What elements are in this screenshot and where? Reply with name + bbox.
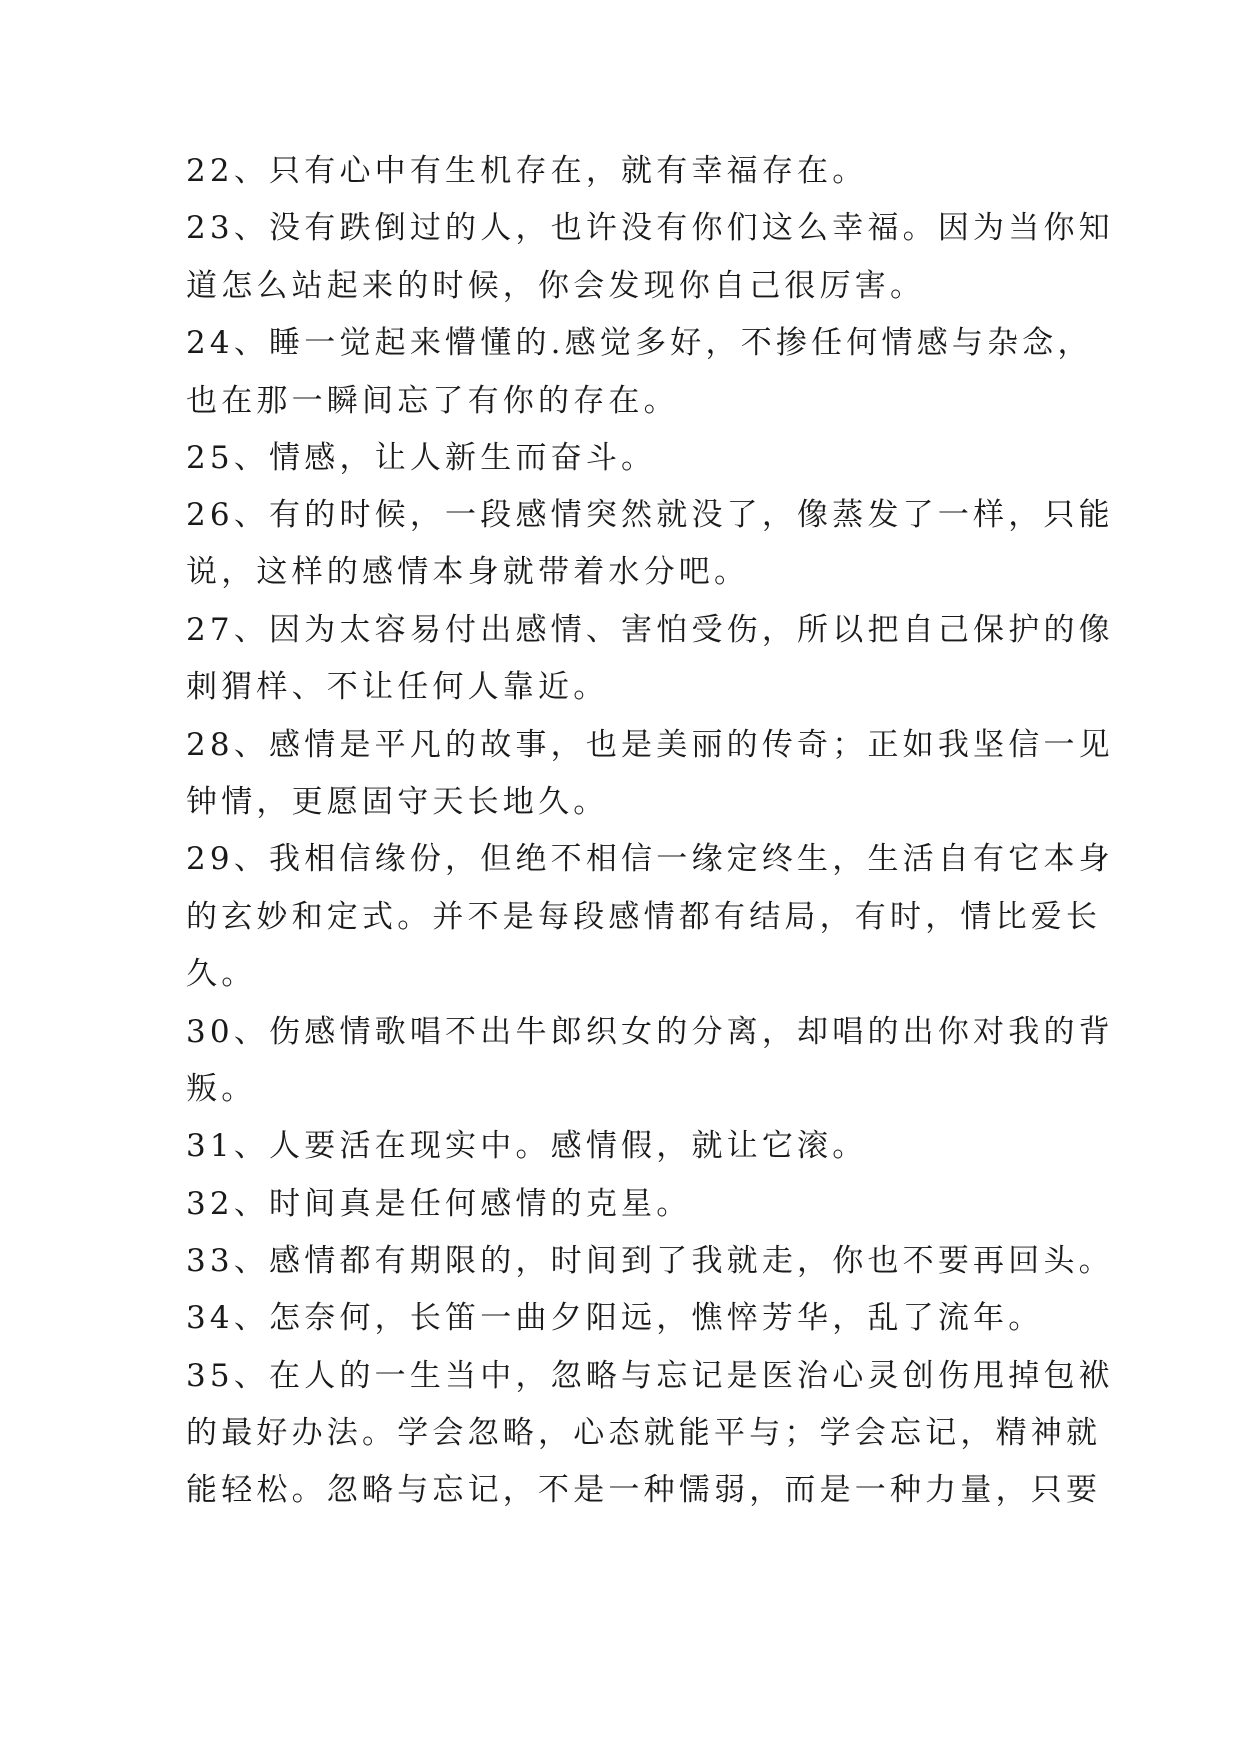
text-line: 34、怎奈何，长笛一曲夕阳远，憔悴芳华，乱了流年。 [186, 1300, 1044, 1336]
text-line: 32、时间真是任何感情的克星。 [186, 1186, 692, 1222]
text-line: 22、只有心中有生机存在，就有幸福存在。 [186, 153, 868, 189]
text-line: 28、感情是平凡的故事，也是美丽的传奇；正如我坚信一见 [186, 727, 1114, 763]
text-line: 27、因为太容易付出感情、害怕受伤，所以把自己保护的像 [186, 612, 1114, 648]
text-line: 能轻松。忽略与忘记，不是一种懦弱，而是一种力量，只要 [186, 1472, 1102, 1508]
text-line: 道怎么站起来的时候，你会发现你自己很厉害。 [186, 268, 926, 304]
text-line: 叛。 [186, 1071, 257, 1107]
text-line: 的最好办法。学会忽略，心态就能平与；学会忘记，精神就 [186, 1415, 1102, 1451]
text-line: 刺猬样、不让任何人靠近。 [186, 669, 609, 705]
text-line: 33、感情都有期限的，时间到了我就走，你也不要再回头。 [186, 1243, 1114, 1279]
text-line: 29、我相信缘份，但绝不相信一缘定终生，生活自有它本身 [186, 841, 1114, 877]
text-line: 钟情，更愿固守天长地久。 [186, 784, 609, 820]
text-line: 31、人要活在现实中。感情假，就让它滚。 [186, 1128, 868, 1164]
text-line: 25、情感，让人新生而奋斗。 [186, 440, 657, 476]
text-line: 的玄妙和定式。并不是每段感情都有结局，有时，情比爱长 [186, 899, 1102, 935]
text-line: 也在那一瞬间忘了有你的存在。 [186, 383, 679, 419]
text-line: 说，这样的感情本身就带着水分吧。 [186, 554, 750, 590]
text-line: 23、没有跌倒过的人，也许没有你们这么幸福。因为当你知 [186, 210, 1114, 246]
text-line: 24、睡一觉起来懵懂的.感觉多好，不掺任何情感与杂念， [186, 325, 1093, 361]
text-line: 35、在人的一生当中，忽略与忘记是医治心灵创伤甩掉包袱 [186, 1358, 1114, 1394]
text-line: 30、伤感情歌唱不出牛郎织女的分离，却唱的出你对我的背 [186, 1014, 1114, 1050]
text-line: 久。 [186, 956, 257, 992]
text-line: 26、有的时候，一段感情突然就没了，像蒸发了一样，只能 [186, 497, 1114, 533]
